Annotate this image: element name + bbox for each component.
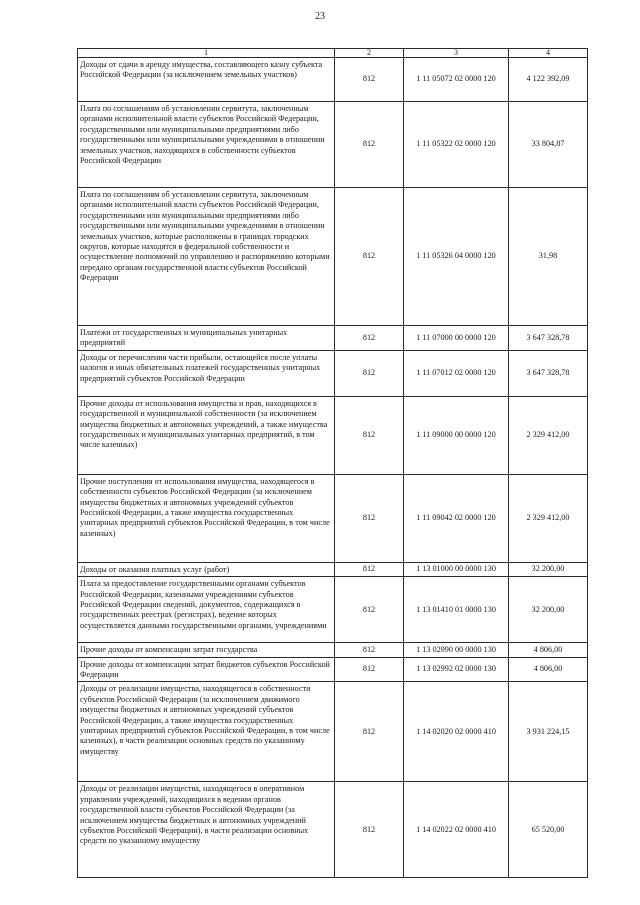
amount-cell: 33 804,87: [509, 102, 588, 188]
admin-code-cell: 812: [335, 562, 404, 576]
column-header: 1: [78, 49, 335, 58]
budget-code-cell: 1 14 02020 02 0000 410: [404, 682, 509, 782]
budget-code-cell: 1 13 01410 01 0000 130: [404, 577, 509, 643]
budget-code-cell: 1 11 09000 00 0000 120: [404, 396, 509, 474]
table-row: [78, 782, 588, 878]
budget-code-cell: 1 13 02992 02 0000 130: [404, 657, 509, 682]
table-row: [78, 102, 588, 188]
amount-cell: 4 806,00: [509, 643, 588, 657]
table-row: [78, 326, 588, 351]
table-row: [78, 396, 588, 474]
table-row: [78, 188, 588, 326]
admin-code-cell: 812: [335, 102, 404, 188]
description-cell: Прочие поступления от использования имущества, находящегося в собственности субъектов Российской Федерации (за исключением имущества бюджетных и автономных учреждений субъектов Российской Федерации, а также имущества государственных унитарных предприятий субъектов Российской Федерации, в том числе казенных): [78, 474, 335, 562]
amount-cell: 65 520,00: [509, 782, 588, 878]
description-cell: Доходы от реализации имущества, находящегося в собственности субъектов Российской Федерации (за исключением движимого имущества бюджетных и автономных учреждений субъектов Российской Федерации, а также имущества государственных унитарных предприятий субъектов Российской Федерации, в том числе казенных), в части реализации основных средств по указанному имуществу: [78, 682, 335, 782]
budget-code-cell: 1 11 05072 02 0000 120: [404, 58, 509, 102]
amount-cell: 4 806,00: [509, 657, 588, 682]
amount-cell: 4 122 392,09: [509, 58, 588, 102]
admin-code-cell: 812: [335, 58, 404, 102]
description-cell: Доходы от оказания платных услуг (работ): [78, 562, 335, 576]
admin-code-cell: 812: [335, 577, 404, 643]
budget-code-cell: 1 11 05326 04 0000 120: [404, 188, 509, 326]
amount-cell: 31,98: [509, 188, 588, 326]
admin-code-cell: 812: [335, 350, 404, 396]
amount-cell: 32 200,00: [509, 562, 588, 576]
table-row: [78, 350, 588, 396]
budget-code-cell: 1 11 09042 02 0000 120: [404, 474, 509, 562]
amount-cell: 2 329 412,00: [509, 474, 588, 562]
column-number-row: [78, 49, 588, 58]
admin-code-cell: 812: [335, 474, 404, 562]
budget-code-cell: 1 11 07012 02 0000 120: [404, 350, 509, 396]
amount-cell: 3 647 328,78: [509, 350, 588, 396]
budget-code-cell: 1 11 07000 00 0000 120: [404, 326, 509, 351]
column-header: 3: [404, 49, 509, 58]
admin-code-cell: 812: [335, 188, 404, 326]
description-cell: Платежи от государственных и муниципальных унитарных предприятий: [78, 326, 335, 351]
admin-code-cell: 812: [335, 782, 404, 878]
description-cell: Доходы от перечисления части прибыли, остающейся после уплаты налогов и иных обязательных платежей государственных унитарных предприятий субъектов Российской Федерации: [78, 350, 335, 396]
description-cell: Плата по соглашениям об установлении сервитута, заключенным органами исполнительной власти субъектов Российской Федерации, государственными или муниципальными предприятиями либо государственными или муниципальными учреждениями в отношении земельных участков, находящихся в собственности субъектов Российской Федерации: [78, 102, 335, 188]
admin-code-cell: 812: [335, 682, 404, 782]
budget-code-cell: 1 14 02022 02 0000 410: [404, 782, 509, 878]
table-row: [78, 58, 588, 102]
description-cell: Плата по соглашениям об установлении сервитута, заключенным органами исполнительной власти субъектов Российской Федерации, государственными или муниципальными предприятиями либо государственными или муниципальными учреждениями в отношении земельных участков, которые расположены в границах городских округов, которые находятся в федеральной собственности и осуществление полномочий по управлению и распоряжению которыми передано органам государственной власти субъектов Российской Федерации: [78, 188, 335, 326]
revenue-table: [77, 48, 588, 878]
amount-cell: 3 931 224,15: [509, 682, 588, 782]
budget-code-cell: 1 13 02990 00 0000 130: [404, 643, 509, 657]
table-row: [78, 657, 588, 682]
table-row: [78, 474, 588, 562]
column-header: 2: [335, 49, 404, 58]
budget-code-cell: 1 11 05322 02 0000 120: [404, 102, 509, 188]
amount-cell: 3 647 328,78: [509, 326, 588, 351]
table-row: [78, 643, 588, 657]
description-cell: Плата за предоставление государственными органами субъектов Российской Федерации, казенными учреждениями субъектов Российской Федерации сведений, документов, содержащихся в государственных реестрах (регистрах), ведение которых осуществляется данными государственными органами, учреждениями: [78, 577, 335, 643]
description-cell: Прочие доходы от компенсации затрат государства: [78, 643, 335, 657]
table-row: [78, 682, 588, 782]
amount-cell: 32 200,00: [509, 577, 588, 643]
admin-code-cell: 812: [335, 657, 404, 682]
page-number: 23: [315, 11, 325, 22]
description-cell: Прочие доходы от использования имущества и прав, находящихся в государственной и муниципальной собственности (за исключением имущества бюджетных и автономных учреждений, а также имущества государственных и муниципальных унитарных предприятий, в том числе казенных): [78, 396, 335, 474]
table-row: [78, 562, 588, 576]
description-cell: Прочие доходы от компенсации затрат бюджетов субъектов Российской Федерации: [78, 657, 335, 682]
column-header: 4: [509, 49, 588, 58]
admin-code-cell: 812: [335, 396, 404, 474]
amount-cell: 2 329 412,00: [509, 396, 588, 474]
description-cell: Доходы от сдачи в аренду имущества, составляющего казну субъекта Российской Федерации (за исключением земельных участков): [78, 58, 335, 102]
admin-code-cell: 812: [335, 326, 404, 351]
table-row: [78, 577, 588, 643]
budget-code-cell: 1 13 01000 00 0000 130: [404, 562, 509, 576]
admin-code-cell: 812: [335, 643, 404, 657]
description-cell: Доходы от реализации имущества, находящегося в оперативном управлении учреждений, находящихся в ведении органов государственной власти субъектов Российской Федерации (за исключением имущества бюджетных и автономных учреждений субъектов Российской Федерации), в части реализации основных средств по указанному имуществу: [78, 782, 335, 878]
